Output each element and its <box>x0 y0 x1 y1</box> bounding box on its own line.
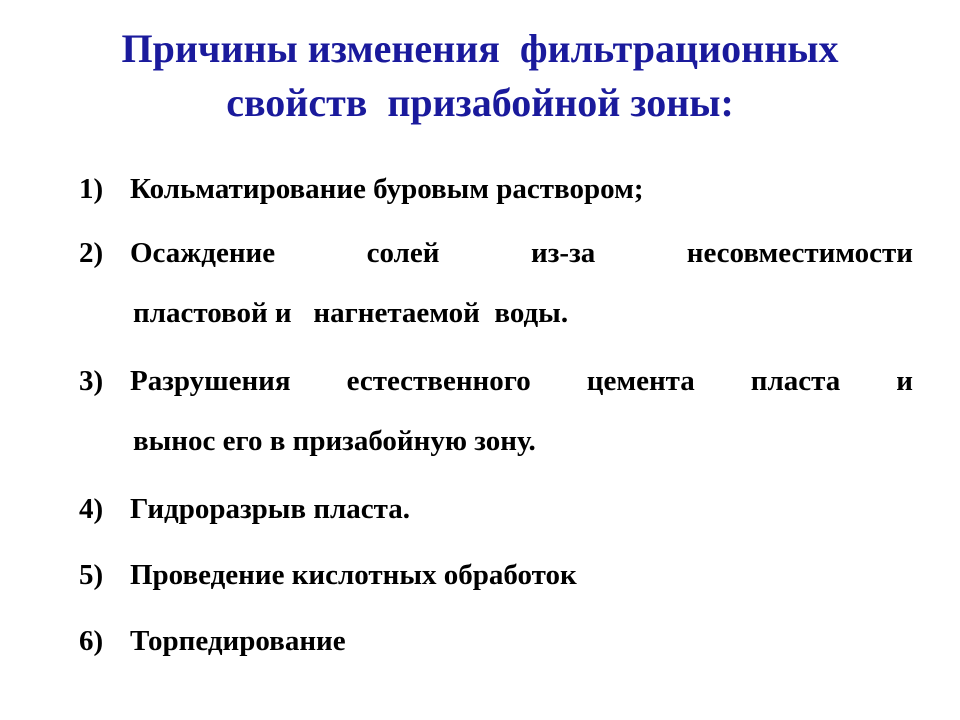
list-item-text: Торпедирование <box>130 625 346 657</box>
list-item-text: Гидроразрыв пласта. <box>130 493 411 525</box>
list-item-text: Осаждение солей из-за несовместимости <box>130 237 913 269</box>
list-item-text-continuation: вынос его в призабойную зону. <box>133 425 536 457</box>
list-item-text: Кольматирование буровым раствором; <box>130 173 644 205</box>
list-item-number: 3) <box>79 365 104 397</box>
list-item-number: 1) <box>79 173 104 205</box>
list-item-number: 2) <box>79 237 104 269</box>
list-item-number: 6) <box>79 625 104 657</box>
list-item-number: 5) <box>79 559 104 591</box>
slide-title-line-1: Причины изменения фильтрационных <box>121 26 839 71</box>
slide-title-line-2: свойств призабойной зоны: <box>226 80 734 125</box>
list-item-text: Разрушения естественного цемента пласта и <box>130 365 913 397</box>
list-item-text-continuation: пластовой и нагнетаемой воды. <box>133 297 569 329</box>
list-item-number: 4) <box>79 493 104 525</box>
list-item-text: Проведение кислотных обработок <box>130 559 577 591</box>
